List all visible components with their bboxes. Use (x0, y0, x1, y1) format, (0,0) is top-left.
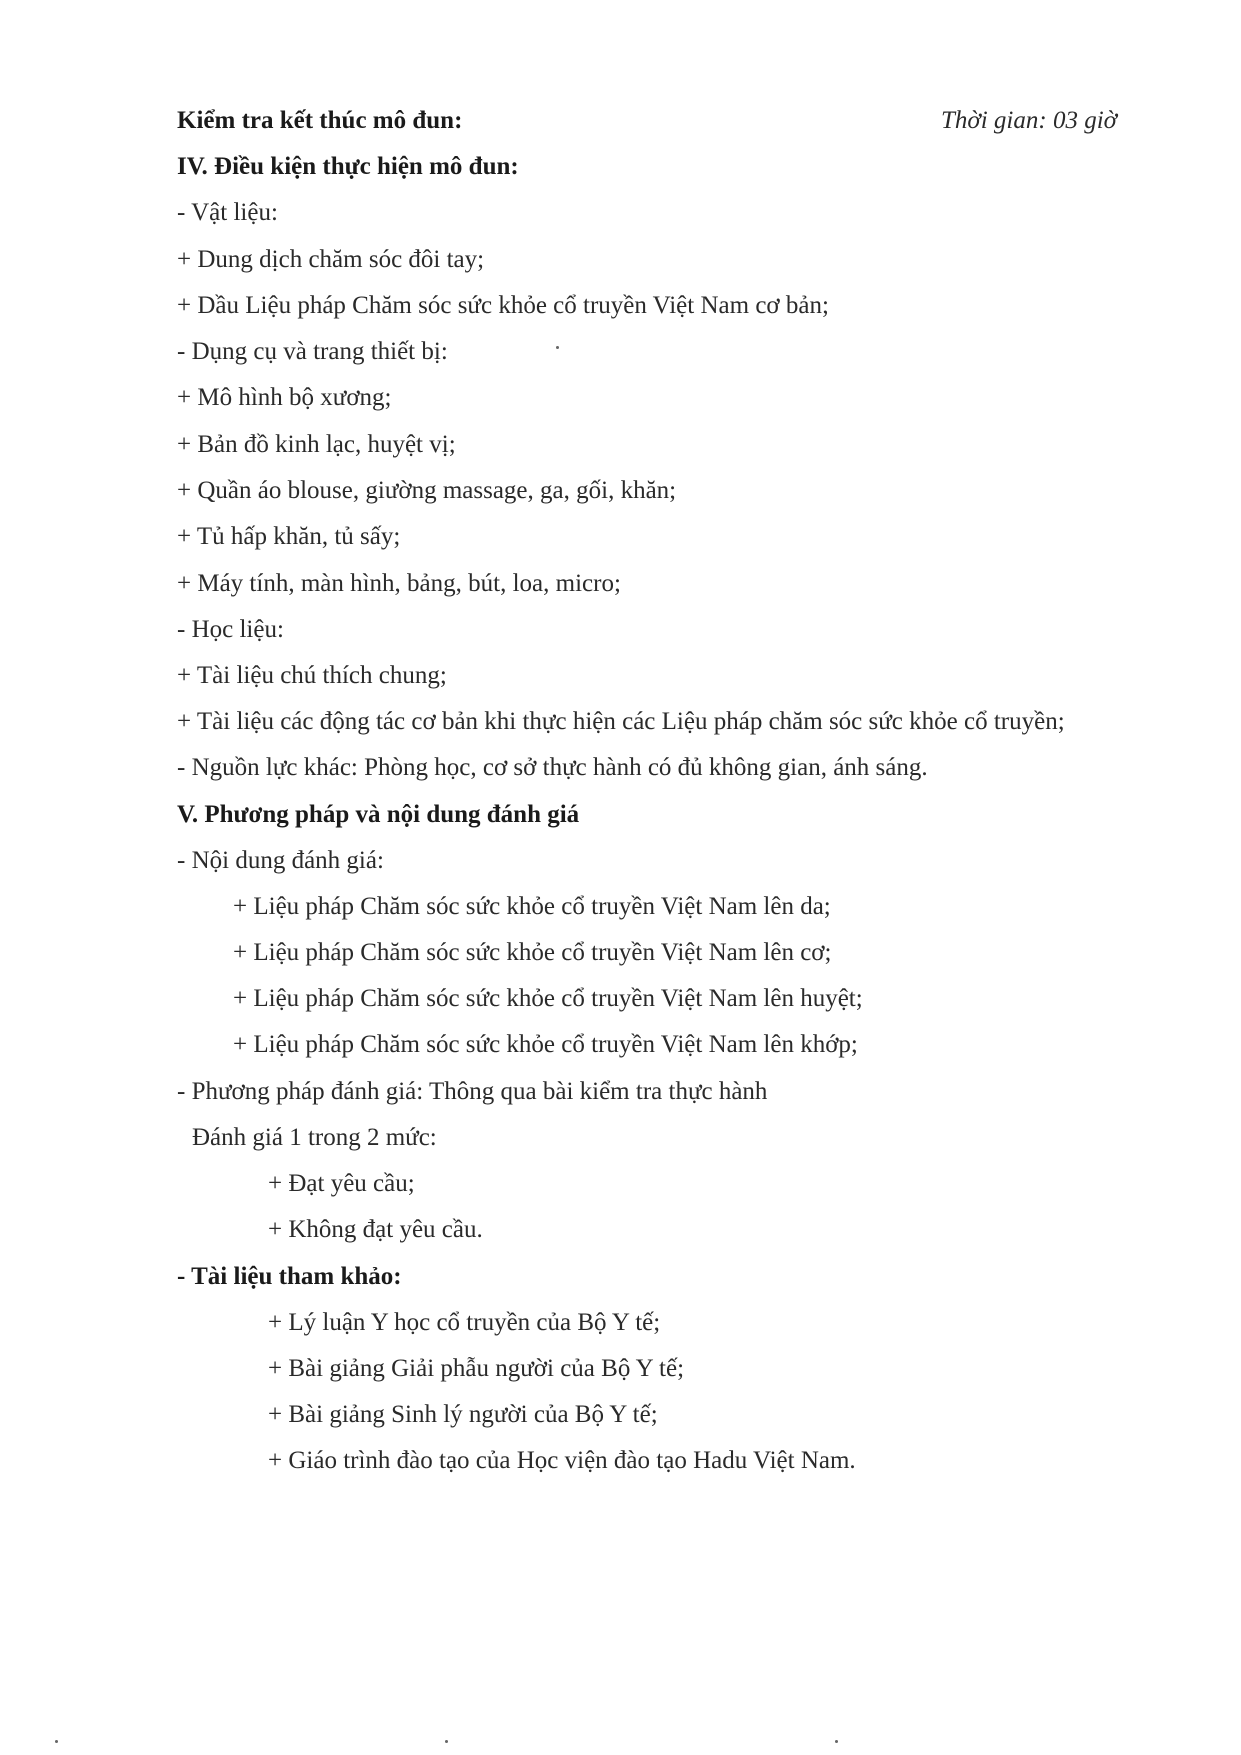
list-item: + Lý luận Y học cổ truyền của Bộ Y tế; (268, 1309, 661, 1336)
references-label: - Tài liệu tham khảo: (177, 1263, 402, 1290)
list-item: + Tài liệu chú thích chung; (177, 662, 447, 689)
equipment-label: - Dụng cụ và trang thiết bị: (177, 338, 448, 365)
scan-speck (556, 346, 559, 349)
content-label: - Nội dung đánh giá: (177, 847, 384, 874)
scan-speck (445, 1740, 448, 1743)
list-item: + Đạt yêu cầu; (268, 1170, 415, 1197)
list-item: + Liệu pháp Chăm sóc sức khỏe cổ truyền Việt Nam lên huyệt; (233, 985, 863, 1012)
exam-label: Kiểm tra kết thúc mô đun: (177, 107, 463, 134)
list-item: + Giáo trình đào tạo của Học viện đào tạo Hadu Việt Nam. (268, 1447, 856, 1474)
list-item: + Dung dịch chăm sóc đôi tay; (177, 246, 485, 273)
list-item: + Liệu pháp Chăm sóc sức khỏe cổ truyền Việt Nam lên cơ; (233, 939, 832, 966)
time-label: Thời gian: 03 giờ (940, 107, 1117, 134)
list-item: + Bài giảng Sinh lý người của Bộ Y tế; (268, 1401, 658, 1428)
section-v-title: V. Phương pháp và nội dung đánh giá (177, 801, 580, 828)
section-iv-title: IV. Điều kiện thực hiện mô đun: (177, 153, 519, 180)
list-item: + Tài liệu các động tác cơ bản khi thực hiện các Liệu pháp chăm sóc sức khỏe cổ truyền; (177, 708, 1065, 735)
list-item: + Máy tính, màn hình, bảng, bút, loa, micro; (177, 570, 621, 597)
list-item: + Dầu Liệu pháp Chăm sóc sức khỏe cổ truyền Việt Nam cơ bản; (177, 292, 829, 319)
list-item: + Bài giảng Giải phẫu người của Bộ Y tế; (268, 1355, 685, 1382)
list-item: + Liệu pháp Chăm sóc sức khỏe cổ truyền Việt Nam lên da; (233, 893, 831, 920)
list-item: + Mô hình bộ xương; (177, 384, 392, 411)
scan-speck (55, 1740, 58, 1743)
list-item: + Không đạt yêu cầu. (268, 1216, 483, 1243)
scan-speck (835, 1740, 838, 1743)
other-resources-line: - Nguồn lực khác: Phòng học, cơ sở thực hành có đủ không gian, ánh sáng. (177, 754, 928, 781)
method-label: - Phương pháp đánh giá: Thông qua bài kiểm tra thực hành (177, 1078, 768, 1105)
list-item: + Tủ hấp khăn, tủ sấy; (177, 523, 401, 550)
materials-label: - Vật liệu: (177, 199, 278, 226)
learning-materials-label: - Học liệu: (177, 616, 284, 643)
list-item: + Liệu pháp Chăm sóc sức khỏe cổ truyền Việt Nam lên khớp; (233, 1031, 858, 1058)
levels-label: Đánh giá 1 trong 2 mức: (192, 1124, 437, 1151)
list-item: + Quần áo blouse, giường massage, ga, gối, khăn; (177, 477, 677, 504)
list-item: + Bản đồ kinh lạc, huyệt vị; (177, 431, 456, 458)
